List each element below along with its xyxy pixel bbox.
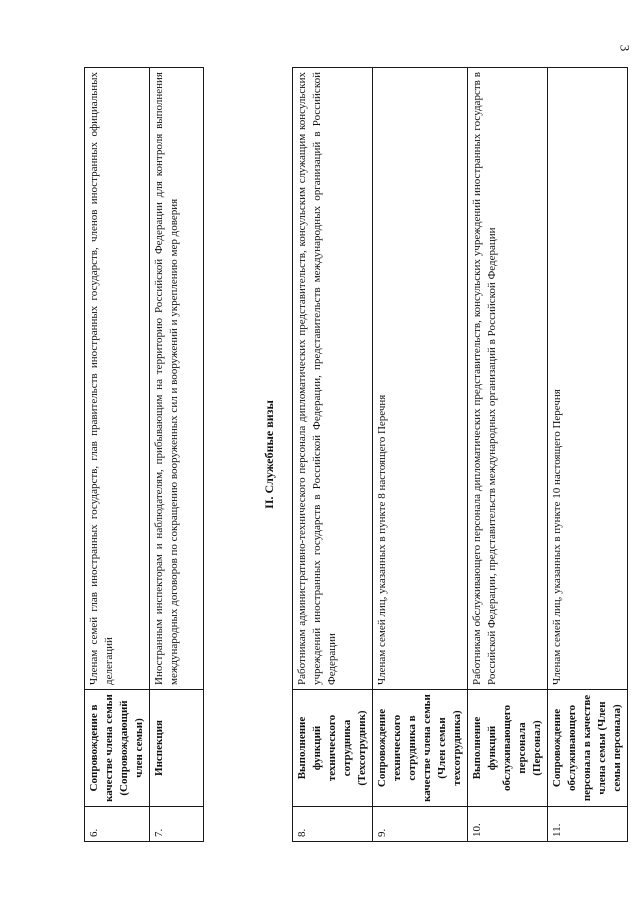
visa-table-top: [84, 67, 204, 842]
row-number: 8.: [293, 807, 373, 842]
table-row: [293, 68, 373, 842]
visa-recipients: Членам семей глав иностранных государств, глав правительств иностранных государств, членов иностранных официальных делегаций: [85, 68, 150, 690]
document-sheet: [84, 67, 623, 842]
row-number: 9.: [373, 807, 468, 842]
visa-table-bottom: [292, 67, 628, 842]
visa-recipients: Работникам обслуживающего персонала дипломатических представительств, консульских учреждений иностранных государств в Российской Федерации, представительств международных организаций в Российской Федерации: [468, 68, 548, 690]
table-row: [85, 68, 150, 842]
row-number: 6.: [85, 807, 150, 842]
table-row: [373, 68, 468, 842]
section-heading: II. Служебные визы: [262, 400, 276, 509]
row-number: 11.: [548, 807, 628, 842]
table-row: [150, 68, 204, 842]
page-number: 3: [617, 44, 633, 52]
table-row: [548, 68, 628, 842]
row-number: 7.: [150, 807, 204, 842]
visa-purpose: Выполнение функций технического сотрудника (Техсотрудник): [293, 690, 373, 807]
visa-purpose: Сопровождение технического сотрудника в качестве члена семьи (Член семьи техсотрудника): [373, 690, 468, 807]
row-number: 10.: [468, 807, 548, 842]
visa-purpose: Инспекция: [150, 690, 204, 807]
visa-recipients: Работникам административно-технического персонала дипломатических представительств, консульским служащим консульских учреждений иностранных государств в Российской Федерации, представительств международных организаций в Российской Федерации: [293, 68, 373, 690]
visa-recipients: Иностранным инспекторам и наблюдателям, прибывающим на территорию Российской Федерации для контроля выполнения международных договоров по сокращению вооруженных сил и вооружений и укреплению мер доверия: [150, 68, 204, 690]
visa-purpose: Сопровождение обслуживающего персонала в качестве члена семьи (Член семьи персонала): [548, 690, 628, 807]
visa-purpose: Выполнение функций обслуживающего персонала (Персонал): [468, 690, 548, 807]
visa-purpose: Сопровождение в качестве члена семьи (Сопровождающий член семьи): [85, 690, 150, 807]
table-row: [468, 68, 548, 842]
visa-recipients: Членам семей лиц, указанных в пункте 8 настоящего Перечня: [373, 68, 468, 690]
visa-recipients: Членам семей лиц, указанных в пункте 10 настоящего Перечня: [548, 68, 628, 690]
